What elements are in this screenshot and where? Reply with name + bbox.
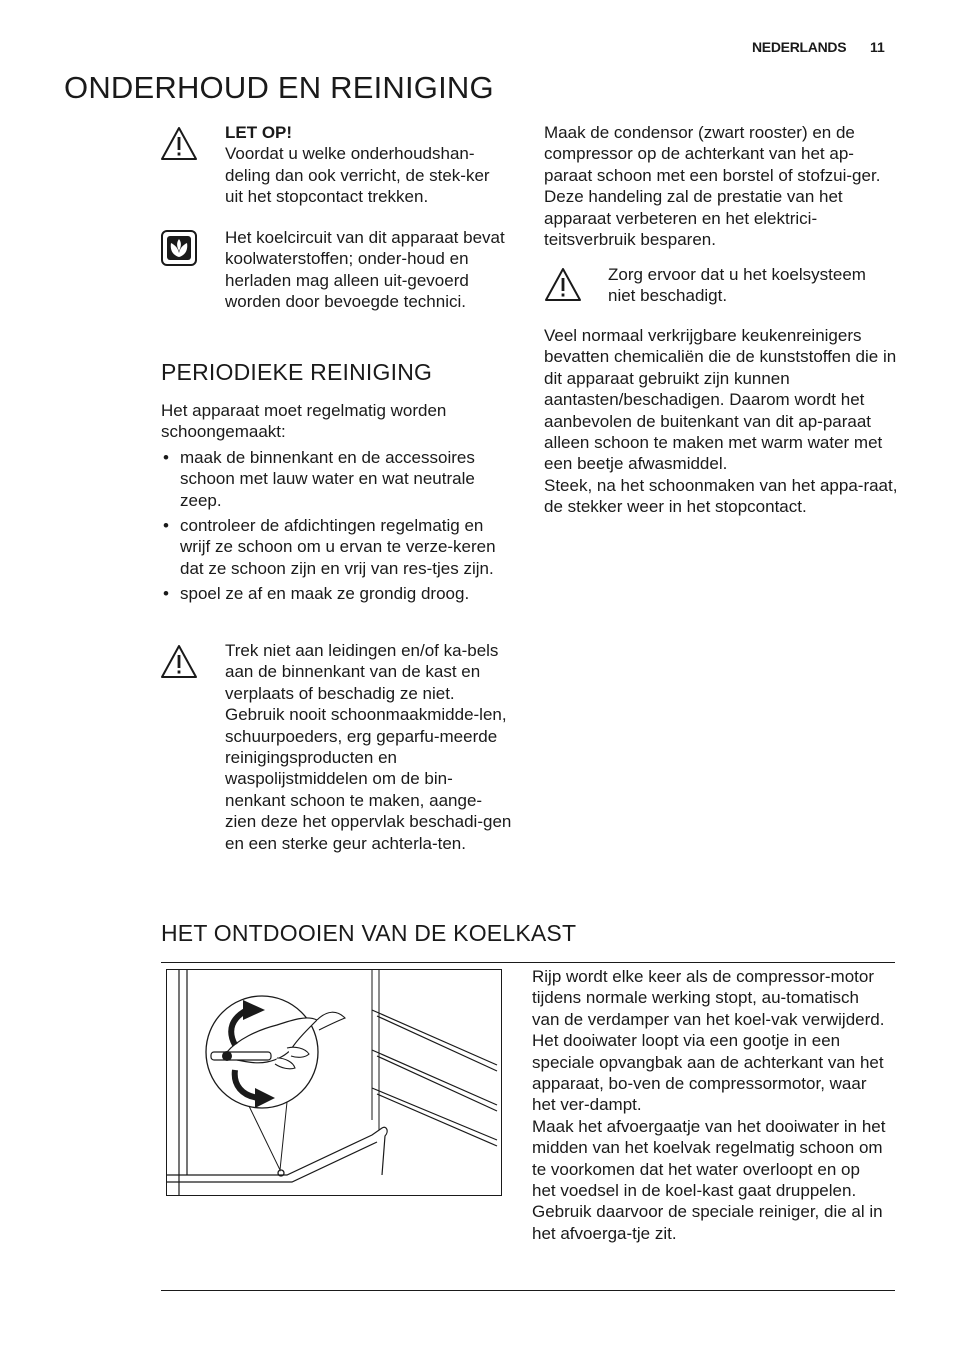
periodic-bullet-list (161, 447, 511, 605)
warning-cleaners-text: Gebruik nooit schoonmaakmidde-len, schuurpoeders, erg geparfu-meerde reinigingsproducten en waspolijstmiddelen om de bin-nenkant schoon te maken, aange-zien deze het oppervlak beschadi-gen en een sterke geur achterla-ten. (225, 705, 512, 853)
defrost-illustration (166, 969, 502, 1196)
environment-icon (160, 229, 198, 272)
warning-triangle-icon (159, 125, 199, 168)
warning-triangle-icon (543, 266, 583, 309)
page-number: 11 (870, 39, 885, 55)
refrigerant-block (225, 227, 510, 313)
condenser-paragraph (544, 122, 896, 250)
refrigerant-text: Het koelcircuit van dit apparaat bevat koolwaterstoffen; onder-houd en herladen mag alleen uit-gevoerd worden door bevoegde technici. (225, 228, 505, 312)
warning-triangle-icon (159, 643, 199, 686)
condenser-text: Maak de condensor (zwart rooster) en de compressor op de achterkant van het ap-paraat schoon met een borstel of stofzui-ger. Deze handeling zal de prestatie van het apparaat verbeteren en het elektrici-teitsverbruik besparen. (544, 123, 881, 250)
list-item: • maak de binnenkant en de accessoires schoon met lauw water en wat neutrale zeep. (161, 447, 511, 511)
defrost-auto-text: Rijp wordt elke keer als de compressor-motor tijdens normale werking stopt, au-tomatisch van de verdamper van het koel-vak verwijderd. Het dooiwater loopt via een gootje in een speciale opvangbak aan de achterkant van het apparaat, bo-ven de compressormotor, waar het ver-dampt. (532, 967, 885, 1115)
caution-text: Voordat u welke onderhoudshan-deling dan ook verricht, de stek-ker uit het stopcontact trekken. (225, 144, 490, 207)
cooling-system-warning-text: Zorg ervoor dat u het koelsysteem niet beschadigt. (608, 265, 866, 306)
list-item: • controleer de afdichtingen regelmatig en wrijf ze schoon om u ervan te verze-keren dat ze schoon zijn en vrij van res-tjes zijn. (161, 515, 511, 579)
warning-cables-text: Trek niet aan leidingen en/of ka-bels aan de binnenkant van de kast en verplaats of beschadig ze niet. (225, 641, 499, 703)
cooling-system-warning (608, 264, 898, 307)
page-title: ONDERHOUD EN REINIGING (64, 70, 494, 105)
defrost-drain-text: Maak het afvoergaatje van het dooiwater in het midden van het koelvak regelmatig schoon om te voorkomen dat het water overloopt en op het voedsel in de koel-kast gaat druppelen. Gebruik daarvoor de speciale reiniger, die al in het afvoerga-tje zit. (532, 1116, 886, 1243)
defrost-text-block (532, 966, 887, 1244)
defrost-heading: HET ONTDOOIEN VAN DE KOELKAST (161, 920, 577, 946)
interior-warning-block (225, 640, 513, 854)
caution-heading: LET OP! (225, 123, 293, 142)
plug-text: Steek, na het schoonmaken van het appa-raat, de stekker weer in het stopcontact. (544, 475, 898, 517)
cleaners-paragraph (544, 325, 899, 518)
section-top-rule (161, 962, 895, 963)
section-bottom-rule (161, 1290, 895, 1291)
cleaners-text: Veel normaal verkrijgbare keukenreinigers bevatten chemicaliën die de kunststoffen die in dit apparaat gebruikt zijn kunnen aantasten/beschadigen. Daarom wordt het aanbevolen de buitenkant van dit ap-paraat alleen schoon te maken met warm water met een beetje afwasmiddel. (544, 326, 897, 474)
list-item: • spoel ze af en maak ze grondig droog. (161, 583, 511, 604)
caution-block (225, 122, 510, 208)
drain-hole-illustration (167, 970, 501, 1195)
periodic-cleaning-section (161, 400, 511, 609)
periodic-cleaning-heading: PERIODIEKE REINIGING (161, 359, 433, 385)
running-header-language: NEDERLANDS (752, 39, 847, 55)
periodic-intro: Het apparaat moet regelmatig worden schoongemaakt: (161, 401, 447, 442)
